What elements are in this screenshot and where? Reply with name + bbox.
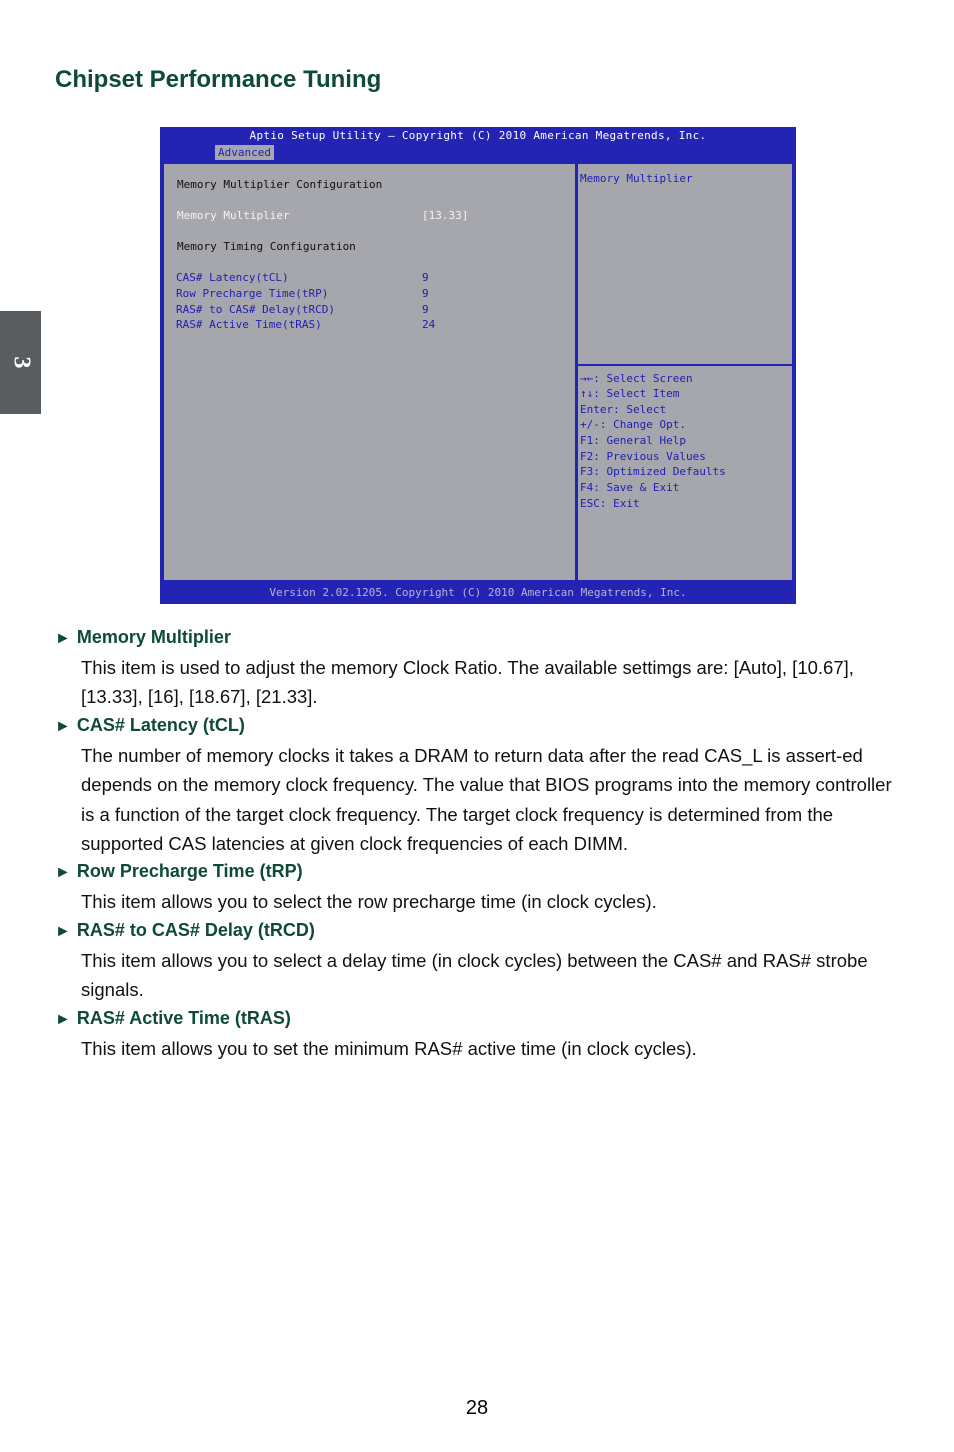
ras-to-cas-value[interactable]: 9 [422,303,429,316]
triangle-bullet-icon: ► [55,1011,71,1028]
row-precharge-value[interactable]: 9 [422,287,429,300]
bios-title: Aptio Setup Utility – Copyright (C) 2010 American Megatrends, Inc. [249,129,707,142]
bios-keys-panel [576,364,794,582]
key-enter: Enter: Select [580,403,667,416]
memory-multiplier-value[interactable]: [13.33] [422,209,469,222]
triangle-bullet-icon: ► [55,923,71,940]
item-body-ras-active: This item allows you to set the minimum RAS# active time (in clock cycles). [81,1038,697,1059]
bios-help-panel [576,162,794,366]
item-body-ras-to-cas: This item allows you to select a delay time (in clock cycles) between the CAS# and RAS# strobe signals. [81,950,868,1001]
item-body-row-precharge: This item allows you to select the row precharge time (in clock cycles). [81,891,657,912]
bios-main-panel [162,162,577,582]
triangle-bullet-icon: ► [55,630,71,647]
key-f2: F2: Previous Values [580,450,706,463]
cas-latency-value[interactable]: 9 [422,271,429,284]
triangle-bullet-icon: ► [55,864,71,881]
key-f1: F1: General Help [580,434,686,447]
item-heading-ras-to-cas: ► RAS# to CAS# Delay (tRCD) [55,920,315,940]
row-precharge-label[interactable]: Row Precharge Time(tRP) [176,287,329,300]
help-title: Memory Multiplier [580,172,693,185]
item-body-cas-latency: The number of memory clocks it takes a DRAM to return data after the read CAS_L is assert-ed depends on the memory clock frequency. The value that BIOS programs into the memory controller is a function of the target clock frequency. The target clock frequency is determined from the supported CAS latencies at given clock frequencies of each DIMM. [81,745,892,854]
tab-advanced[interactable]: Advanced [215,145,274,160]
section-memory-multiplier-config: Memory Multiplier Configuration [177,178,383,191]
key-select-screen: →←: Select Screen [580,372,693,385]
key-f3: F3: Optimized Defaults [580,465,726,478]
bios-screenshot [160,127,796,604]
page-title: Chipset Performance Tuning [55,66,382,93]
section-memory-timing-config: Memory Timing Configuration [177,240,356,253]
item-heading-row-precharge: ► Row Precharge Time (tRP) [55,861,303,881]
chapter-tab [0,311,41,414]
ras-active-value[interactable]: 24 [422,318,436,331]
item-body-memory-multiplier: This item is used to adjust the memory Clock Ratio. The available settimgs are: [Auto], [10.67], [13.33], [16], [18.67], [21.33]. [81,657,854,708]
cas-latency-label[interactable]: CAS# Latency(tCL) [176,271,289,284]
item-heading-ras-active: ► RAS# Active Time (tRAS) [55,1008,291,1028]
triangle-bullet-icon: ► [55,718,71,735]
item-heading-cas-latency: ► CAS# Latency (tCL) [55,715,245,735]
chapter-number: 3 [8,356,34,369]
item-heading-memory-multiplier: ► Memory Multiplier [55,627,231,647]
memory-multiplier-label[interactable]: Memory Multiplier [177,209,290,222]
page-number: 28 [465,1397,489,1419]
bios-footer: Version 2.02.1205. Copyright (C) 2010 American Megatrends, Inc. [269,586,687,599]
key-change-opt: +/-: Change Opt. [580,418,686,431]
key-select-item: ↑↓: Select Item [580,387,680,400]
ras-to-cas-label[interactable]: RAS# to CAS# Delay(tRCD) [176,303,335,316]
key-esc: ESC: Exit [580,497,640,510]
ras-active-label[interactable]: RAS# Active Time(tRAS) [176,318,322,331]
key-f4: F4: Save & Exit [580,481,680,494]
